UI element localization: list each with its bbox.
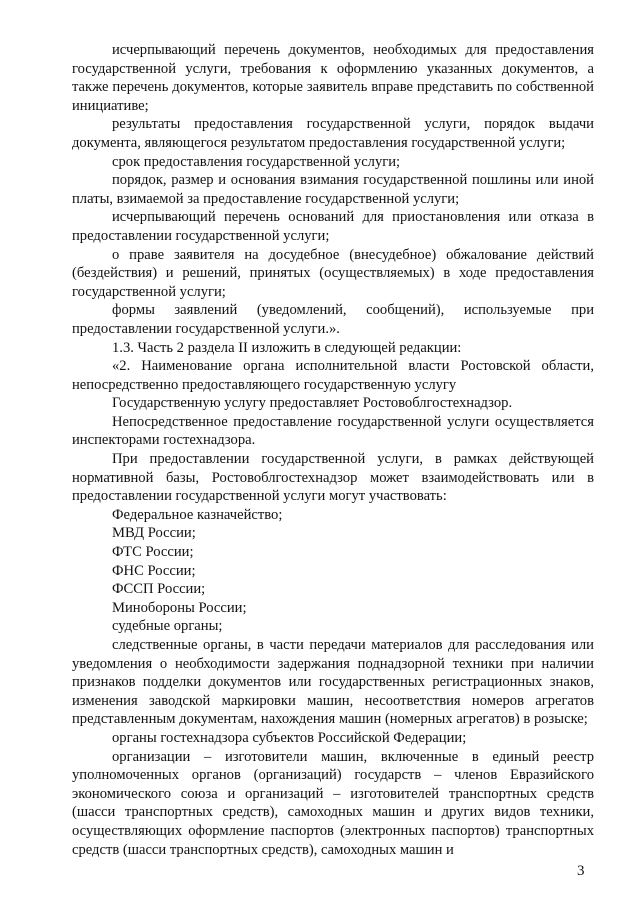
paragraph: срок предоставления государственной услуги;	[112, 153, 401, 170]
paragraph: исчерпывающий перечень документов, необходимых для предоставления государственной услуги, требования к оформлению указанных документов, а также перечень документов, которые заявитель вправе представить по собственной инициативе;	[72, 42, 594, 114]
list-item: ФТС России;	[112, 544, 194, 561]
paragraph: «2. Наименование органа исполнительной власти Ростовской области, непосредственно предоставляющего государственную услугу	[72, 358, 594, 393]
page-number: 3	[577, 863, 585, 879]
list-item: ФССП России;	[112, 581, 206, 598]
paragraph: исчерпывающий перечень оснований для приостановления или отказа в предоставлении государственной услуги;	[72, 209, 594, 244]
paragraph: При предоставлении государственной услуги, в рамках действующей нормативной базы, Ростовоблгостехнадзор может взаимодействовать или в предоставлении государственной услуги могут участвовать:	[72, 451, 594, 505]
paragraph: Государственную услугу предоставляет Ростовоблгостехнадзор.	[112, 395, 513, 412]
paragraph: результаты предоставления государственной услуги, порядок выдачи документа, являющегося результатом предоставления государственной услуги;	[72, 116, 594, 151]
list-item: ФНС России;	[112, 562, 196, 579]
paragraph: порядок, размер и основания взимания государственной пошлины или иной платы, взимаемой за предоставление государственной услуги;	[72, 172, 594, 207]
list-item: судебные органы;	[112, 618, 223, 635]
paragraph: Непосредственное предоставление государственной услуги осуществляется инспекторами гостехнадзора.	[72, 413, 594, 449]
document-body	[72, 41, 594, 859]
list-item: Федеральное казначейство;	[112, 506, 283, 523]
list-item: следственные органы, в части передачи материалов для расследования или уведомления о необходимости задержания поднадзорной техники при наличии признаков подделки документов или государственных регистрационных знаков, изменения заводской маркировки машин, несоответствия номеров агрегатов представленным документам, нахождения машин (номерных агрегатов) в розыске;	[72, 637, 594, 728]
list-item: Минобороны России;	[112, 599, 247, 616]
list-item: МВД России;	[112, 525, 196, 542]
list-item: органы гостехнадзора субъектов Российской Федерации;	[112, 729, 467, 746]
section-heading: 1.3. Часть 2 раздела II изложить в следующей редакции:	[112, 339, 462, 356]
paragraph: о праве заявителя на досудебное (внесудебное) обжалование действий (бездействия) и решений, принятых (осуществляемых) в ходе предоставления государственной услуги;	[72, 246, 594, 300]
paragraph: формы заявлений (уведомлений, сообщений), используемые при предоставлении государственной услуги.».	[72, 302, 594, 337]
list-item: организации – изготовители машин, включенные в единый реестр уполномоченных органов (организаций) государств – членов Евразийского экономического союза и организаций – изготовителей транспортных средств (шасси транспортных средств), самоходных машин и других видов техники, осуществляющих оформление паспортов (электронных паспортов) транспортных средств (шасси транспортных средств), самоходных машин и	[72, 748, 594, 858]
